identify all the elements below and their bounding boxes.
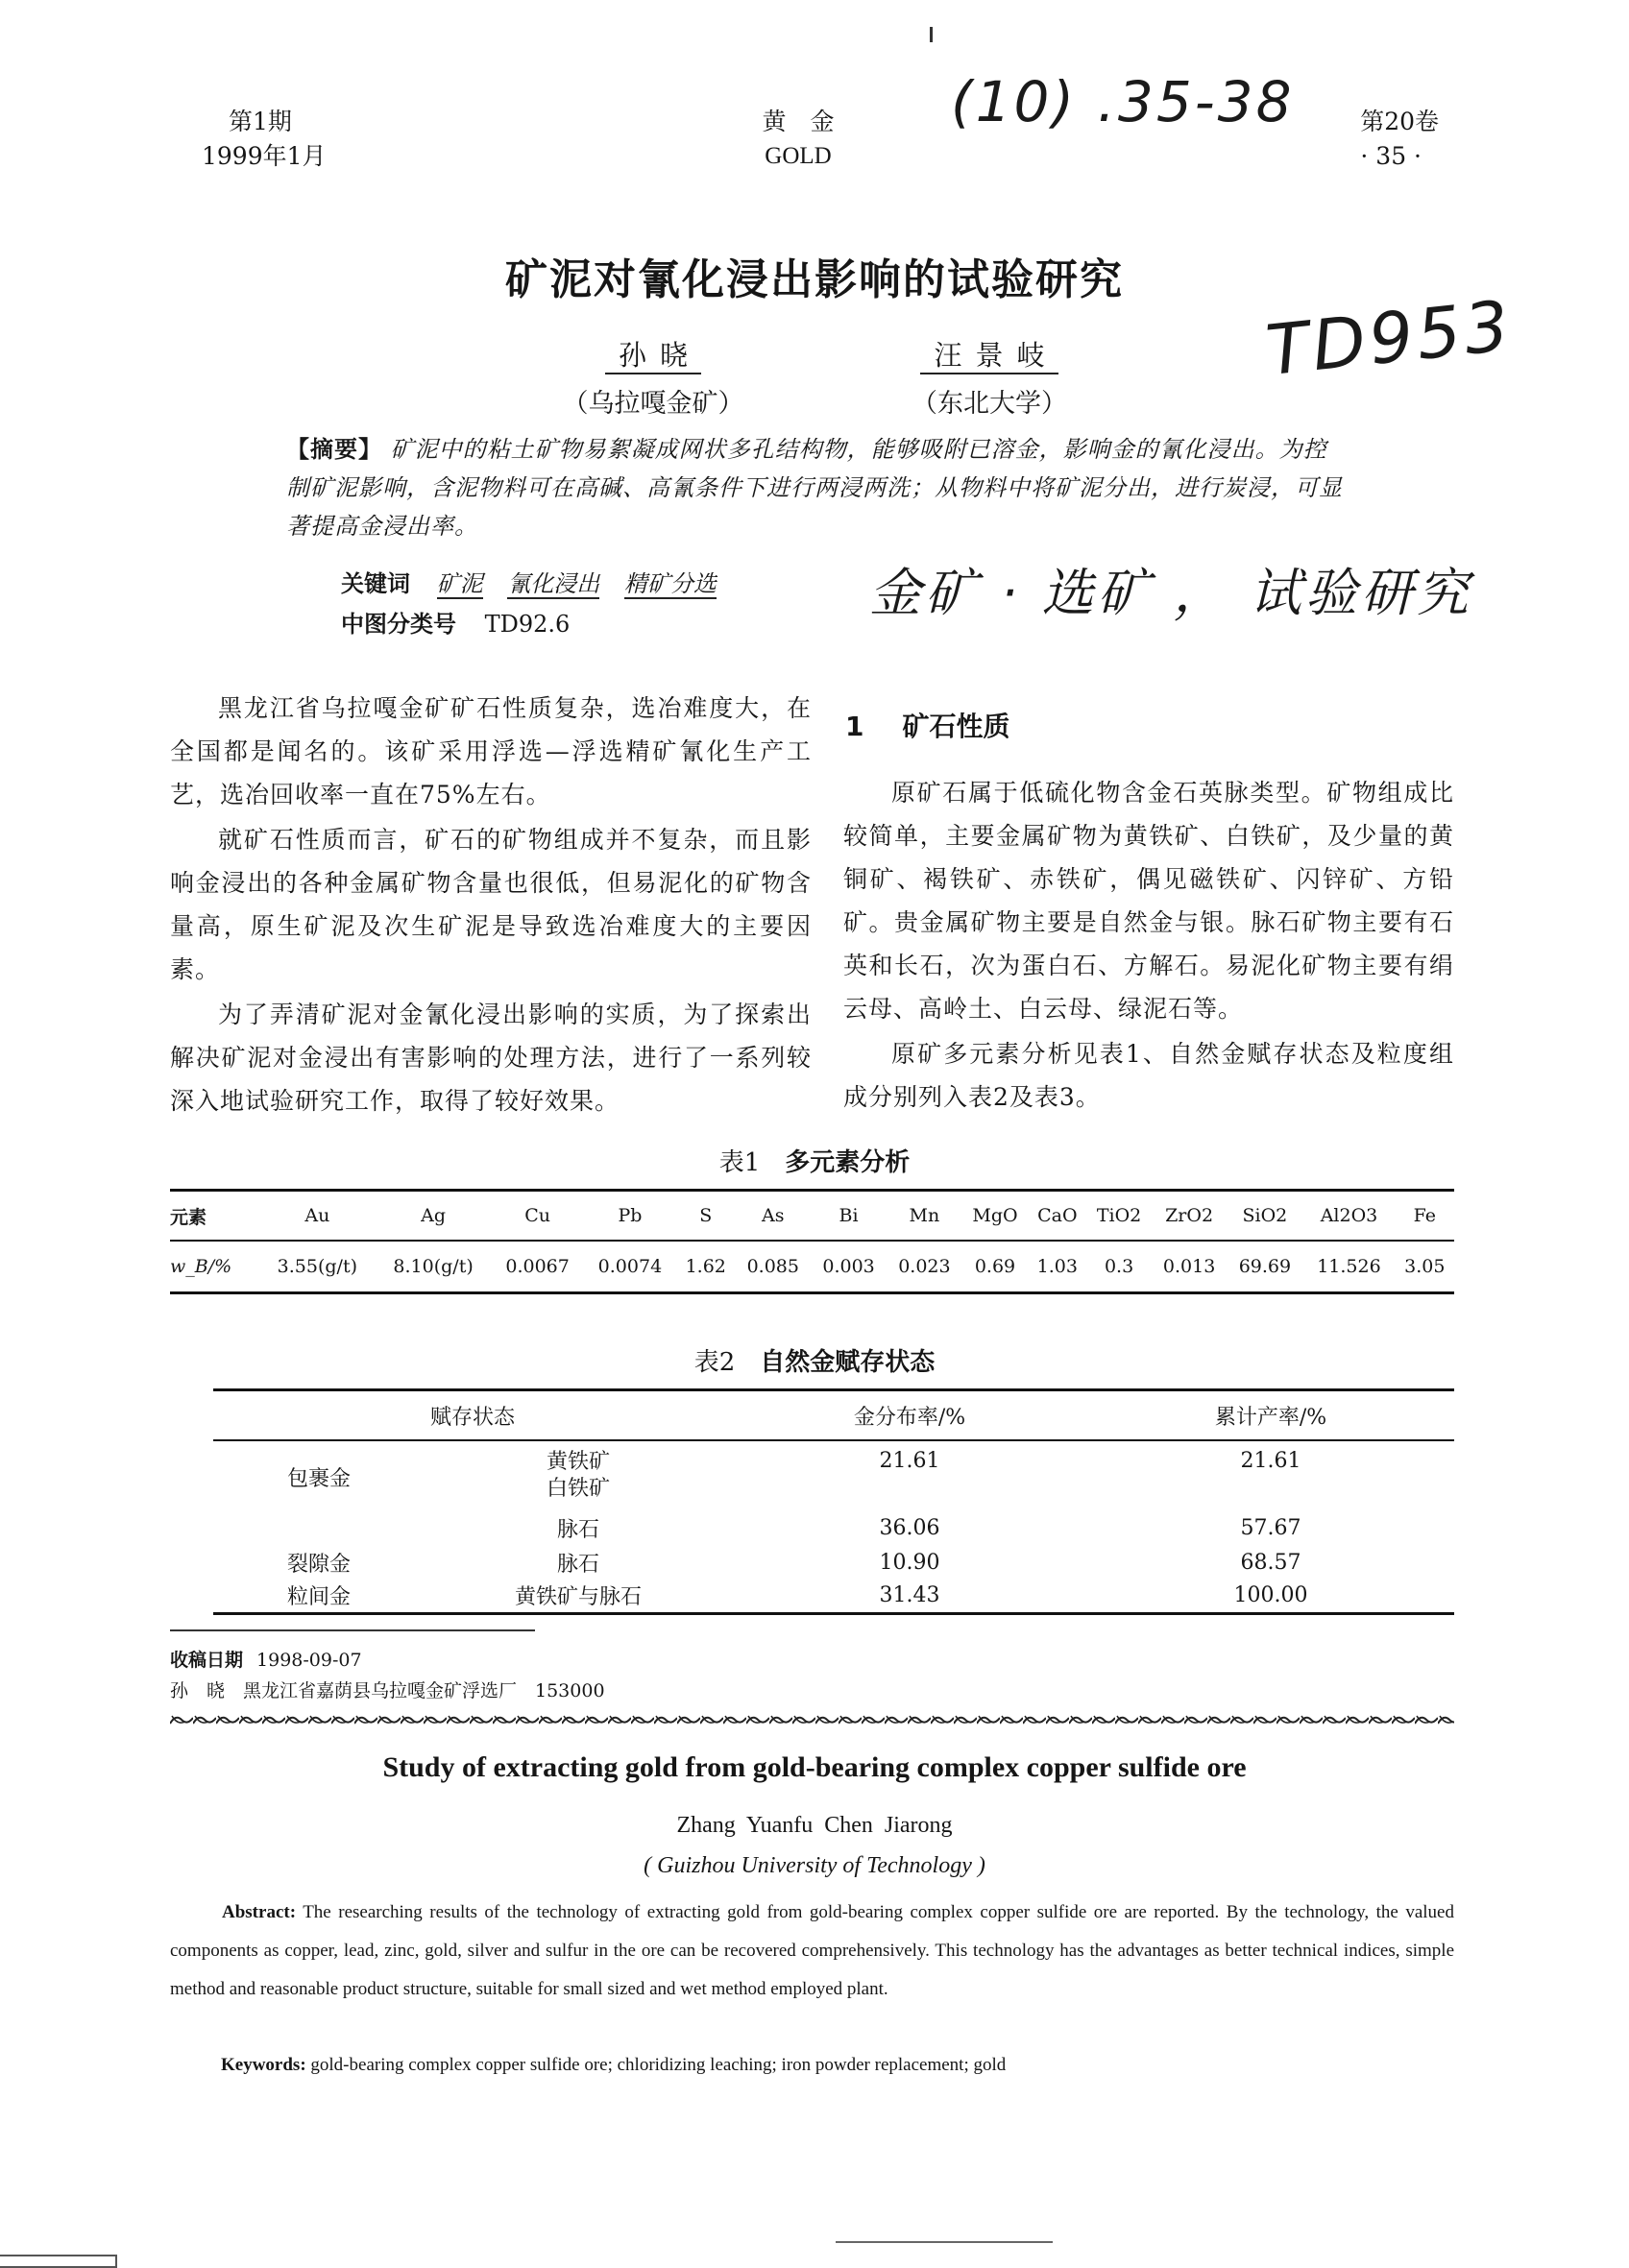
english-abstract-label: Abstract: — [222, 1902, 297, 1922]
table-cell: 100.00 — [1087, 1579, 1454, 1613]
table-cell-row-label: w_B/% — [170, 1241, 259, 1293]
author-2-name: 汪景岐 — [893, 338, 1085, 374]
table-cell: Cu — [491, 1191, 583, 1242]
received-date-note — [170, 1646, 362, 1672]
body-paragraph: 原矿多元素分析见表1、自然金赋存状态及粒度组成分别列入表2及表3。 — [843, 1040, 1454, 1111]
table-2-caption — [0, 1342, 1629, 1378]
handwritten-keywords: 金矿 · 选矿 ， 试验研究 — [869, 563, 1472, 623]
table-cell: 31.43 — [732, 1579, 1087, 1613]
keywords-label: 关键词 — [341, 570, 410, 597]
table-cell-host: 脉石 — [556, 1517, 599, 1542]
table-cell: 0.0067 — [491, 1241, 583, 1293]
table-header-cell: 累计产率/% — [1087, 1390, 1454, 1441]
english-abstract — [170, 1894, 1454, 2009]
section-heading — [845, 706, 1010, 744]
table-cell-row-label-header: 元素 — [170, 1191, 259, 1242]
received-date: 1998-09-07 — [256, 1650, 362, 1671]
host-mineral: 黄铁矿 — [546, 1449, 610, 1474]
page-bottom-rule — [836, 2241, 1053, 2243]
volume-number: 第20卷 — [1360, 108, 1439, 135]
section-number: 1 — [845, 711, 864, 742]
table-cell: CaO — [1028, 1191, 1086, 1242]
handwritten-page-ref: (10) .35-38 — [951, 69, 1295, 134]
author-note: 孙 晓 黑龙江省嘉荫县乌拉嘎金矿浮选厂 153000 — [170, 1680, 605, 1701]
table-cell: Al2O3 — [1302, 1191, 1395, 1242]
body-left-column — [170, 687, 812, 1124]
table-1-multi-element-analysis — [170, 1189, 1454, 1294]
section-title: 矿石性质 — [902, 711, 1010, 742]
table-cell: 21.61 — [879, 1449, 940, 1473]
received-label: 收稿日期 — [170, 1650, 244, 1671]
keyword-2: 氰化浸出 — [507, 570, 600, 597]
table-header-cell: 金分布率/% — [732, 1390, 1087, 1441]
table-2-number: 表2 — [693, 1348, 736, 1377]
table-cell: Ag — [376, 1191, 492, 1242]
table-cell: 0.003 — [811, 1241, 887, 1293]
body-paragraph: 黑龙江省乌拉嘎金矿矿石性质复杂，选冶难度大，在全国都是闻名的。该矿采用浮选—浮选精矿氰化生产工艺，选冶回收率一直在75%左右。 — [170, 694, 812, 808]
table-1-title: 多元素分析 — [785, 1148, 911, 1177]
table-1-number: 表1 — [718, 1148, 761, 1177]
table-cell-group: 包裹金 — [286, 1467, 351, 1491]
body-paragraph: 就矿石性质而言，矿石的矿物组成并不复杂，而且影响金浸出的各种金属矿物含量也很低，但易泥化的矿物含量高，原生矿泥及次生矿泥是导致选冶难度大的主要因素。 — [170, 826, 812, 983]
author-1-affiliation: （乌拉嘎金矿） — [562, 389, 744, 419]
table-cell: 8.10(g/t) — [376, 1241, 492, 1293]
chinese-abstract — [286, 430, 1350, 545]
table-cell-group: 裂隙金 — [286, 1552, 351, 1577]
english-keywords — [221, 2055, 1454, 2076]
footnote-rule — [170, 1629, 535, 1631]
table-cell: 3.05 — [1396, 1241, 1454, 1293]
table-cell: Au — [259, 1191, 376, 1242]
english-title: Study of extracting gold from gold-bearing complex copper sulfide ore — [382, 1751, 1247, 1783]
table-cell-host: 脉石 — [556, 1552, 599, 1577]
abstract-label: 【摘要】 — [286, 435, 382, 463]
table-cell: 0.69 — [962, 1241, 1028, 1293]
table-header-row — [213, 1390, 1454, 1441]
english-affiliation: ( Guizhou University of Technology ) — [644, 1853, 985, 1878]
body-paragraph: 为了弄清矿泥对金氰化浸出影响的实质，为了探索出解决矿泥对金浸出有害影响的处理方法，进行了一系列较深入地试验研究工作，取得了较好效果。 — [170, 1001, 812, 1115]
keyword-1: 矿泥 — [436, 570, 483, 597]
author-2-affiliation: （东北大学） — [912, 389, 1067, 419]
table-cell: Bi — [811, 1191, 887, 1242]
body-paragraph: 原矿石属于低硫化物含金石英脉类型。矿物组成比较简单，主要金属矿物为黄铁矿、白铁矿，及少量的黄铜矿、褐铁矿、赤铁矿，偶见磁铁矿、闪锌矿、方铅矿。贵金属矿物主要是自然金与银。脉石矿物主要有石英和长石，次为蛋白石、方解石。易泥化矿物主要有绢云母、高岭土、白云母、绿泥石等。 — [843, 779, 1454, 1023]
table-cell: 68.57 — [1240, 1550, 1301, 1575]
table-2-title: 自然金赋存状态 — [760, 1348, 936, 1377]
table-1-caption — [0, 1143, 1629, 1178]
table-header-row — [170, 1191, 1454, 1242]
issue-number: 第1期 — [229, 108, 292, 135]
table-cell: S — [676, 1191, 735, 1242]
decorative-separator — [170, 1712, 1454, 1727]
english-abstract-text: The researching results of the technology of extracting gold from gold-bearing complex copper sulfide ore are reported. By the technology, the valued components as copper, lead, zinc, gold, silver and sulfur in the ore can be recovered comprehensively. This technology has the advantages as better technical indices, simple method and reasonable product structure, suitable for small sized and wet method employed plant. — [170, 1902, 1454, 1999]
journal-name-cn: 黄 金 — [762, 108, 835, 135]
journal-name-en: GOLD — [765, 143, 832, 169]
table-header-cell: 赋存状态 — [213, 1390, 732, 1441]
table-cell: TiO2 — [1086, 1191, 1151, 1242]
table-cell-host — [425, 1440, 732, 1509]
table-cell: 0.013 — [1152, 1241, 1228, 1293]
table-cell: 11.526 — [1302, 1241, 1395, 1293]
table-cell: 1.62 — [676, 1241, 735, 1293]
table-cell-group: 粒间金 — [213, 1579, 425, 1613]
english-keywords-label: Keywords: — [221, 2055, 306, 2075]
table-cell: 69.69 — [1228, 1241, 1303, 1293]
classification-label: 中图分类号 — [341, 611, 456, 638]
table-cell: MgO — [962, 1191, 1028, 1242]
table-row — [213, 1546, 1454, 1579]
table-cell: Fe — [1396, 1191, 1454, 1242]
top-tick-mark — [930, 27, 933, 42]
table-2-native-gold-occurrence — [213, 1388, 1454, 1615]
table-cell: 21.61 — [1240, 1449, 1301, 1473]
table-row — [213, 1440, 1454, 1509]
classification — [341, 605, 570, 639]
table-cell: 3.55(g/t) — [259, 1241, 376, 1293]
english-keywords-text: gold-bearing complex copper sulfide ore; chloridizing leaching; iron powder replacement; gold — [310, 2055, 1007, 2075]
table-cell: 0.3 — [1086, 1241, 1151, 1293]
page-number: · 35 · — [1360, 142, 1422, 170]
table-row — [170, 1241, 1454, 1293]
table-cell: 57.67 — [1240, 1515, 1301, 1540]
table-cell: 36.06 — [879, 1515, 940, 1540]
keyword-3: 精矿分选 — [623, 570, 717, 597]
author-1-name: 孙晓 — [557, 338, 749, 374]
keywords — [341, 565, 734, 598]
abstract-text: 矿泥中的粘土矿物易絮凝成网状多孔结构物，能够吸附已溶金，影响金的氰化浸出。为控制矿泥影响，含泥物料可在高碱、高氰条件下进行两浸两洗；从物料中将矿泥分出，进行炭浸，可显著提高金浸出率。 — [286, 436, 1343, 540]
table-cell: Pb — [584, 1191, 676, 1242]
table-cell: As — [735, 1191, 811, 1242]
body-right-column — [843, 771, 1454, 1121]
table-cell: 0.023 — [887, 1241, 962, 1293]
classification-value: TD92.6 — [484, 611, 571, 638]
table-cell: ZrO2 — [1152, 1191, 1228, 1242]
table-cell: 1.03 — [1028, 1241, 1086, 1293]
table-cell: 10.90 — [879, 1550, 940, 1575]
issue-date: 1999年1月 — [202, 142, 327, 170]
table-cell: SiO2 — [1228, 1191, 1303, 1242]
english-authors: Zhang Yuanfu Chen Jiarong — [676, 1813, 953, 1838]
handwritten-class-code: TD953 — [1262, 284, 1517, 392]
table-cell: 0.085 — [735, 1241, 811, 1293]
table-row — [213, 1579, 1454, 1613]
host-mineral: 白铁矿 — [546, 1476, 610, 1501]
article-title: 矿泥对氰化浸出影响的试验研究 — [505, 255, 1124, 304]
table-cell: Mn — [887, 1191, 962, 1242]
table-cell: 0.0074 — [584, 1241, 676, 1293]
table-cell-host: 黄铁矿与脉石 — [425, 1579, 732, 1613]
